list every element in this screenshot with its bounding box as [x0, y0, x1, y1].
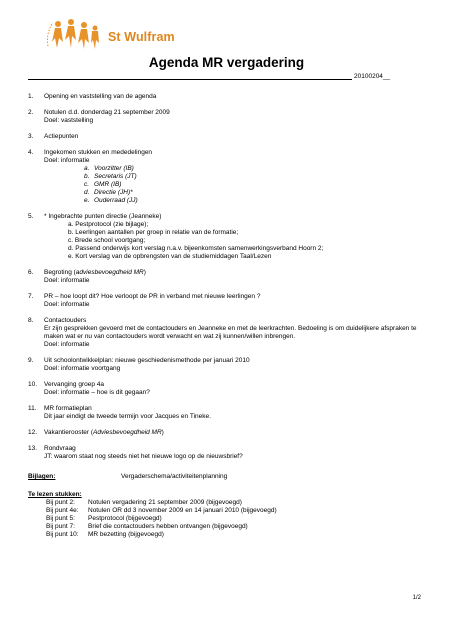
subitem-letter: b. [84, 173, 90, 180]
agenda-item-number: 5. [28, 213, 34, 220]
reading-list-title: Te lezen stukken: [28, 491, 82, 498]
subitem-letter: d. [84, 189, 90, 196]
reading-list-item [46, 515, 428, 523]
agenda-item-number: 2. [28, 109, 34, 116]
reading-item-ref: Bij punt 7: [46, 523, 75, 530]
agenda-item [28, 109, 428, 125]
agenda-item-line: Vervanging groep 4a [44, 381, 104, 388]
page-number: 1/2 [412, 595, 421, 601]
agenda-subitem [84, 173, 428, 181]
title-underline [28, 79, 352, 80]
agenda-item-line: MR formatieplan [44, 405, 92, 412]
agenda-item-body [44, 293, 428, 309]
agenda-item-body [44, 381, 428, 397]
agenda-item-row [28, 317, 428, 349]
agenda-item-body [44, 357, 428, 373]
agenda-item-row [28, 429, 428, 437]
attachments-value: Vergaderschema/activiteitenplanning [121, 473, 228, 480]
agenda-subitem: c. Brede school voortgang; [68, 237, 146, 244]
attachments-section [28, 473, 428, 539]
agenda-item-line: Doel: informatie [44, 157, 90, 164]
reading-item-text: Brief die contactouders hebben ontvangen (bijgevoegd) [88, 523, 248, 530]
agenda-item-body [44, 133, 428, 141]
agenda-item [28, 149, 428, 205]
reading-item-text: Notulen vergadering 21 september 2009 (bijgevoegd) [88, 499, 242, 506]
agenda-item-line: Uit schoolontwikkelplan: nieuwe geschiedenismethode per januari 2010 [44, 357, 250, 364]
agenda-subitem: b. Leerlingen aantallen per groep in relatie van de formatie; [68, 229, 239, 236]
attachments-row [28, 473, 428, 481]
attachments-label: Bijlagen: [28, 473, 56, 480]
agenda-subitem [84, 189, 428, 197]
agenda-subitem [84, 165, 428, 173]
brand-name: St Wulfram [108, 30, 175, 44]
agenda-item-number: 4. [28, 149, 34, 156]
agenda-item-row [28, 357, 428, 373]
reading-list-item [46, 531, 428, 539]
subitem-letter: c. [84, 181, 90, 188]
agenda-subitem: e. Kort verslag van de opbrengsten van de studiemiddagen Taal/Lezen [68, 253, 272, 260]
agenda-item-row [28, 213, 428, 261]
reading-list-item [46, 507, 428, 515]
agenda-subitem [84, 197, 428, 205]
agenda-item-row [28, 133, 428, 141]
agenda-item-body [44, 269, 428, 285]
agenda-item-row [28, 405, 428, 421]
agenda-item-row [28, 381, 428, 397]
agenda-item-line: Doel: informatie [44, 301, 90, 308]
agenda-subitem [84, 181, 428, 189]
agenda-item-line: JT: waarom staat nog steeds niet het nieuwe logo op de nieuwsbrief? [44, 453, 243, 460]
agenda-item-number: 10. [28, 381, 38, 388]
agenda-item-number: 1. [28, 93, 34, 100]
agenda-item-row [28, 109, 428, 125]
agenda-item-line: PR – hoe loopt dit? Hoe verloopt de PR in verband met nieuwe leerlingen ? [44, 293, 261, 300]
agenda-item-line: Rondvraag [44, 445, 76, 452]
heading-suffix: ) [143, 269, 146, 276]
agenda-item [28, 405, 428, 421]
heading-suffix: ) [161, 429, 164, 436]
reading-item-text: MR bezetting (bijgevoegd) [88, 531, 164, 538]
agenda-item-row [28, 269, 428, 285]
agenda-item [28, 293, 428, 309]
agenda-item [28, 269, 428, 285]
agenda-item-body [44, 405, 428, 421]
subitem-text: Secretaris (JT) [94, 173, 137, 180]
agenda-item-number: 12. [28, 429, 38, 436]
agenda-item-body [44, 93, 428, 101]
agenda-item-body [44, 317, 428, 349]
agenda-item [28, 429, 428, 437]
agenda-item-line: Contactouders [44, 317, 87, 324]
agenda-item-body [44, 445, 428, 461]
agenda-item-number: 3. [28, 133, 34, 140]
reading-item-ref: Bij punt 2: [46, 499, 75, 506]
agenda-item-number: 8. [28, 317, 34, 324]
reading-item-ref: Bij punt 4e: [46, 507, 79, 514]
agenda-item-line: Er zijn gesprekken gevoerd met de contactouders en Jeanneke en met de leerkrachten. Bedoeling is om duidelijkere afspraken te maken wat er nu van contactouders wordt verwacht en wat zij kunnen/willen inbrengen. [44, 325, 417, 340]
heading-italic: adviesbevoegdheid MR [75, 269, 144, 276]
subitem-text: Ouderraad (JJ) [94, 197, 138, 204]
agenda-item-number: 7. [28, 293, 34, 300]
agenda-item-row [28, 445, 428, 461]
subitem-text: Voorzitter (IB) [94, 165, 134, 172]
agenda-subitem: a. Pestprotocol (zie bijlage); [68, 221, 149, 228]
subitem-text: Directie (JH)* [94, 189, 133, 196]
agenda-item [28, 93, 428, 101]
agenda-item-line: Doel: informatie [44, 277, 90, 284]
agenda-item-row [28, 93, 428, 101]
agenda-item [28, 445, 428, 461]
agenda-item-line: Doel: informatie [44, 341, 90, 348]
agenda-item-heading [44, 429, 428, 437]
agenda-item-line: Doel: informatie voortgang [44, 365, 121, 372]
agenda-item-line: * Ingebrachte punten directie (Jeanneke) [44, 213, 162, 220]
reading-item-text: Pestprotocol (bijgevoegd) [88, 515, 162, 522]
agenda-list [28, 93, 428, 539]
reading-item-ref: Bij punt 5: [46, 515, 75, 522]
page-title: Agenda MR vergadering [148, 55, 305, 70]
agenda-item-body [44, 109, 428, 125]
agenda-item [28, 357, 428, 373]
agenda-item-body [44, 213, 428, 261]
document-number: 20100204__ [354, 73, 391, 80]
agenda-item-number: 6. [28, 269, 34, 276]
reading-item-ref: Bij punt 10: [46, 531, 79, 538]
agenda-item [28, 317, 428, 349]
heading-text: Vakantierooster ( [44, 429, 94, 436]
reading-item-text: Notulen OR dd 3 november 2009 en 14 januari 2010 (bijgevoegd) [88, 507, 277, 514]
agenda-item-body [44, 429, 428, 437]
agenda-item [28, 381, 428, 397]
agenda-item-line: Notulen d.d. donderdag 21 september 2009 [44, 109, 170, 116]
subitem-text: GMR (IB) [94, 181, 122, 188]
heading-text: Begroting ( [44, 269, 76, 276]
agenda-item-row [28, 149, 428, 205]
agenda-item-line: Dit jaar eindigt de tweede termijn voor Jacques en Tineke. [44, 413, 211, 420]
agenda-item-line: Opening en vaststelling van de agenda [44, 93, 157, 100]
agenda-item [28, 133, 428, 141]
agenda-item [28, 213, 428, 261]
agenda-item-row [28, 293, 428, 309]
school-logo [44, 16, 104, 52]
agenda-item-number: 9. [28, 357, 34, 364]
agenda-item-line: Actiepunten [44, 133, 79, 140]
reading-list-item [46, 523, 428, 531]
agenda-item-line: Ingekomen stukken en mededelingen [44, 149, 153, 156]
agenda-item-line: Doel: vaststelling [44, 117, 94, 124]
heading-italic: Adviesbevoegdheid MR [93, 429, 162, 436]
subitem-letter: e. [84, 197, 90, 204]
agenda-subitem: d. Passend onderwijs kort verslag n.a.v. bijeenkomsten samenwerkingsverband Hoorn 2; [68, 245, 324, 252]
subitem-letter: a. [84, 165, 90, 172]
reading-list-item [46, 499, 428, 507]
agenda-item-heading [44, 269, 428, 277]
agenda-item-number: 11. [28, 405, 37, 412]
agenda-item-number: 13. [28, 445, 38, 452]
agenda-item-line: Doel: informatie – hoe is dit gegaan? [44, 389, 150, 396]
agenda-item-body [44, 149, 428, 205]
